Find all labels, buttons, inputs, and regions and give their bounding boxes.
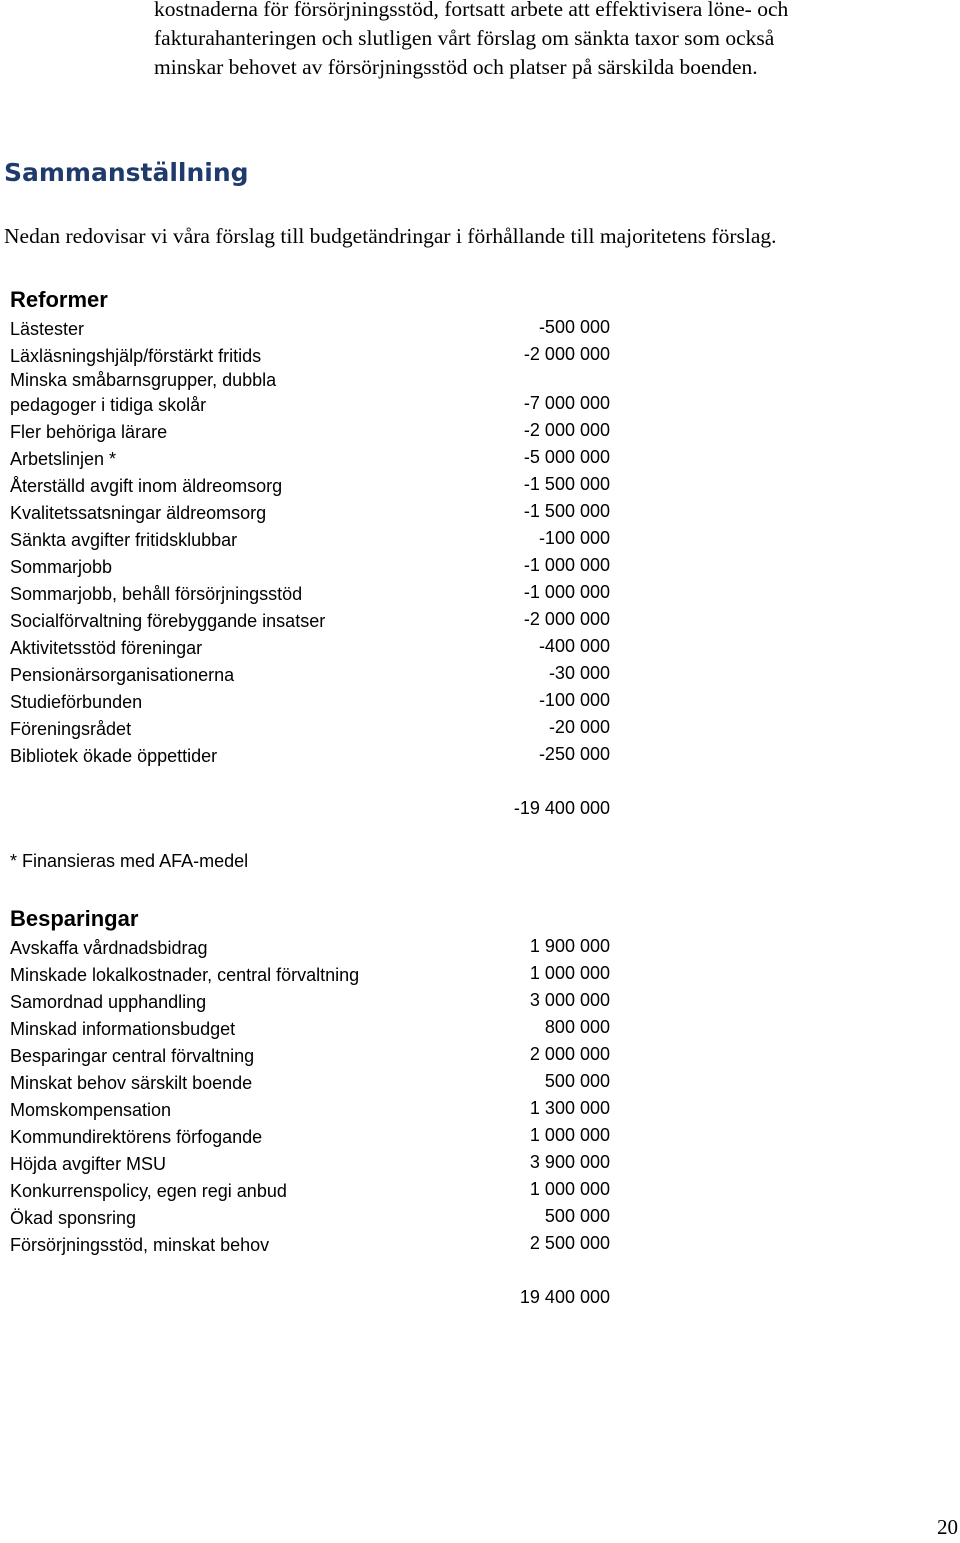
row-amount: 500 000 bbox=[544, 1206, 610, 1226]
row-amount: 1 000 000 bbox=[529, 963, 610, 983]
row-amount: -500 000 bbox=[538, 317, 610, 337]
table-row bbox=[10, 687, 610, 714]
row-amount: -20 000 bbox=[548, 717, 610, 737]
row-amount: -2 000 000 bbox=[523, 420, 610, 440]
row-label: Momskompensation bbox=[10, 1099, 172, 1120]
table-row bbox=[10, 633, 610, 660]
row-label: Kommundirektörens förfogande bbox=[10, 1126, 263, 1147]
table-row bbox=[10, 714, 610, 741]
table-row bbox=[10, 368, 610, 417]
row-label: Försörjningsstöd, minskat behov bbox=[10, 1234, 270, 1255]
table-row bbox=[10, 741, 610, 768]
table-row bbox=[10, 1176, 610, 1203]
row-amount: -100 000 bbox=[538, 690, 610, 710]
lead-paragraph: Nedan redovisar vi våra förslag till budgetändringar i förhållande till majoritetens förslag. bbox=[4, 224, 777, 248]
row-amount: -5 000 000 bbox=[523, 447, 610, 467]
row-label: Avskaffa vårdnadsbidrag bbox=[10, 937, 208, 958]
row-label-line: pedagoger i tidiga skolår bbox=[10, 394, 207, 415]
row-amount: 2 000 000 bbox=[529, 1044, 610, 1064]
row-label: Minskad informationsbudget bbox=[10, 1018, 236, 1039]
page-number: 20 bbox=[937, 1515, 958, 1539]
row-label: Samordnad upphandling bbox=[10, 991, 207, 1012]
table-row bbox=[10, 1230, 610, 1257]
row-label-line: Minska småbarnsgrupper, dubbla bbox=[10, 370, 277, 390]
row-label: Arbetslinjen * bbox=[10, 448, 117, 469]
intro-line: kostnaderna för försörjningsstöd, fortsatt arbete att effektivisera löne- och bbox=[154, 0, 789, 21]
row-label: Sommarjobb, behåll försörjningsstöd bbox=[10, 583, 303, 604]
reformer-table bbox=[10, 286, 610, 822]
row-label: Konkurrenspolicy, egen regi anbud bbox=[10, 1180, 287, 1201]
row-amount: -2 000 000 bbox=[523, 609, 610, 629]
row-amount: -1 000 000 bbox=[523, 555, 610, 575]
table-row bbox=[10, 1068, 610, 1095]
row-label bbox=[10, 368, 276, 417]
row-amount: -1 500 000 bbox=[523, 501, 610, 521]
row-amount: -1 000 000 bbox=[523, 582, 610, 602]
besparingar-total: 19 400 000 bbox=[519, 1287, 610, 1307]
intro-line: fakturahanteringen och slutligen vårt förslag om sänkta taxor som också bbox=[154, 26, 775, 50]
table-row bbox=[10, 417, 610, 444]
table-row bbox=[10, 660, 610, 687]
table-row bbox=[10, 498, 610, 525]
row-amount: 1 900 000 bbox=[529, 936, 610, 956]
row-label: Besparingar central förvaltning bbox=[10, 1045, 255, 1066]
table-row bbox=[10, 1014, 610, 1041]
table-row bbox=[10, 1122, 610, 1149]
table-row bbox=[10, 1203, 610, 1230]
row-label: Minskat behov särskilt boende bbox=[10, 1072, 253, 1093]
footnote: * Finansieras med AFA-medel bbox=[10, 851, 249, 871]
row-label: Studieförbunden bbox=[10, 691, 143, 712]
row-label: Pensionärsorganisationerna bbox=[10, 664, 235, 685]
table-row bbox=[10, 1041, 610, 1068]
row-label: Läxläsningshjälp/förstärkt fritids bbox=[10, 345, 262, 366]
section-heading: Sammanställning bbox=[4, 158, 249, 187]
besparingar-title: Besparingar bbox=[10, 906, 139, 931]
row-label: Höjda avgifter MSU bbox=[10, 1153, 167, 1174]
row-amount: -30 000 bbox=[548, 663, 610, 683]
row-label: Kvalitetssatsningar äldreomsorg bbox=[10, 502, 267, 523]
row-label: Föreningsrådet bbox=[10, 718, 132, 739]
row-amount: 800 000 bbox=[544, 1017, 610, 1037]
row-amount: 1 000 000 bbox=[529, 1179, 610, 1199]
table-row bbox=[10, 579, 610, 606]
row-label: Aktivitetsstöd föreningar bbox=[10, 637, 203, 658]
table-row bbox=[10, 606, 610, 633]
intro-paragraph bbox=[154, 0, 934, 82]
table-row bbox=[10, 1149, 610, 1176]
table-row bbox=[10, 960, 610, 987]
table-row bbox=[10, 314, 610, 341]
row-label: Lästester bbox=[10, 318, 85, 339]
row-label: Socialförvaltning förebyggande insatser bbox=[10, 610, 326, 631]
row-amount: -7 000 000 bbox=[523, 393, 610, 413]
row-amount: -1 500 000 bbox=[523, 474, 610, 494]
row-label: Bibliotek ökade öppettider bbox=[10, 745, 218, 766]
row-label: Sänkta avgifter fritidsklubbar bbox=[10, 529, 238, 550]
row-amount: 1 300 000 bbox=[529, 1098, 610, 1118]
reformer-total: -19 400 000 bbox=[513, 798, 610, 818]
row-label: Ökad sponsring bbox=[10, 1207, 137, 1228]
intro-line: minskar behovet av försörjningsstöd och platser på särskilda boenden. bbox=[154, 55, 758, 79]
row-amount: 1 000 000 bbox=[529, 1125, 610, 1145]
row-label: Minskade lokalkostnader, central förvaltning bbox=[10, 964, 360, 985]
row-label: Återställd avgift inom äldreomsorg bbox=[10, 475, 283, 496]
row-label: Fler behöriga lärare bbox=[10, 421, 168, 442]
row-amount: 3 000 000 bbox=[529, 990, 610, 1010]
row-amount: -400 000 bbox=[538, 636, 610, 656]
table-row bbox=[10, 444, 610, 471]
row-amount: -250 000 bbox=[538, 744, 610, 764]
table-row bbox=[10, 525, 610, 552]
row-amount: 3 900 000 bbox=[529, 1152, 610, 1172]
table-row bbox=[10, 552, 610, 579]
table-row bbox=[10, 341, 610, 368]
table-row bbox=[10, 933, 610, 960]
besparingar-table bbox=[10, 905, 610, 1311]
table-row bbox=[10, 471, 610, 498]
row-label: Sommarjobb bbox=[10, 556, 113, 577]
row-amount: 2 500 000 bbox=[529, 1233, 610, 1253]
row-amount: -2 000 000 bbox=[523, 344, 610, 364]
table-row bbox=[10, 987, 610, 1014]
row-amount: -100 000 bbox=[538, 528, 610, 548]
row-amount: 500 000 bbox=[544, 1071, 610, 1091]
reformer-title: Reformer bbox=[10, 287, 108, 312]
table-row bbox=[10, 1095, 610, 1122]
